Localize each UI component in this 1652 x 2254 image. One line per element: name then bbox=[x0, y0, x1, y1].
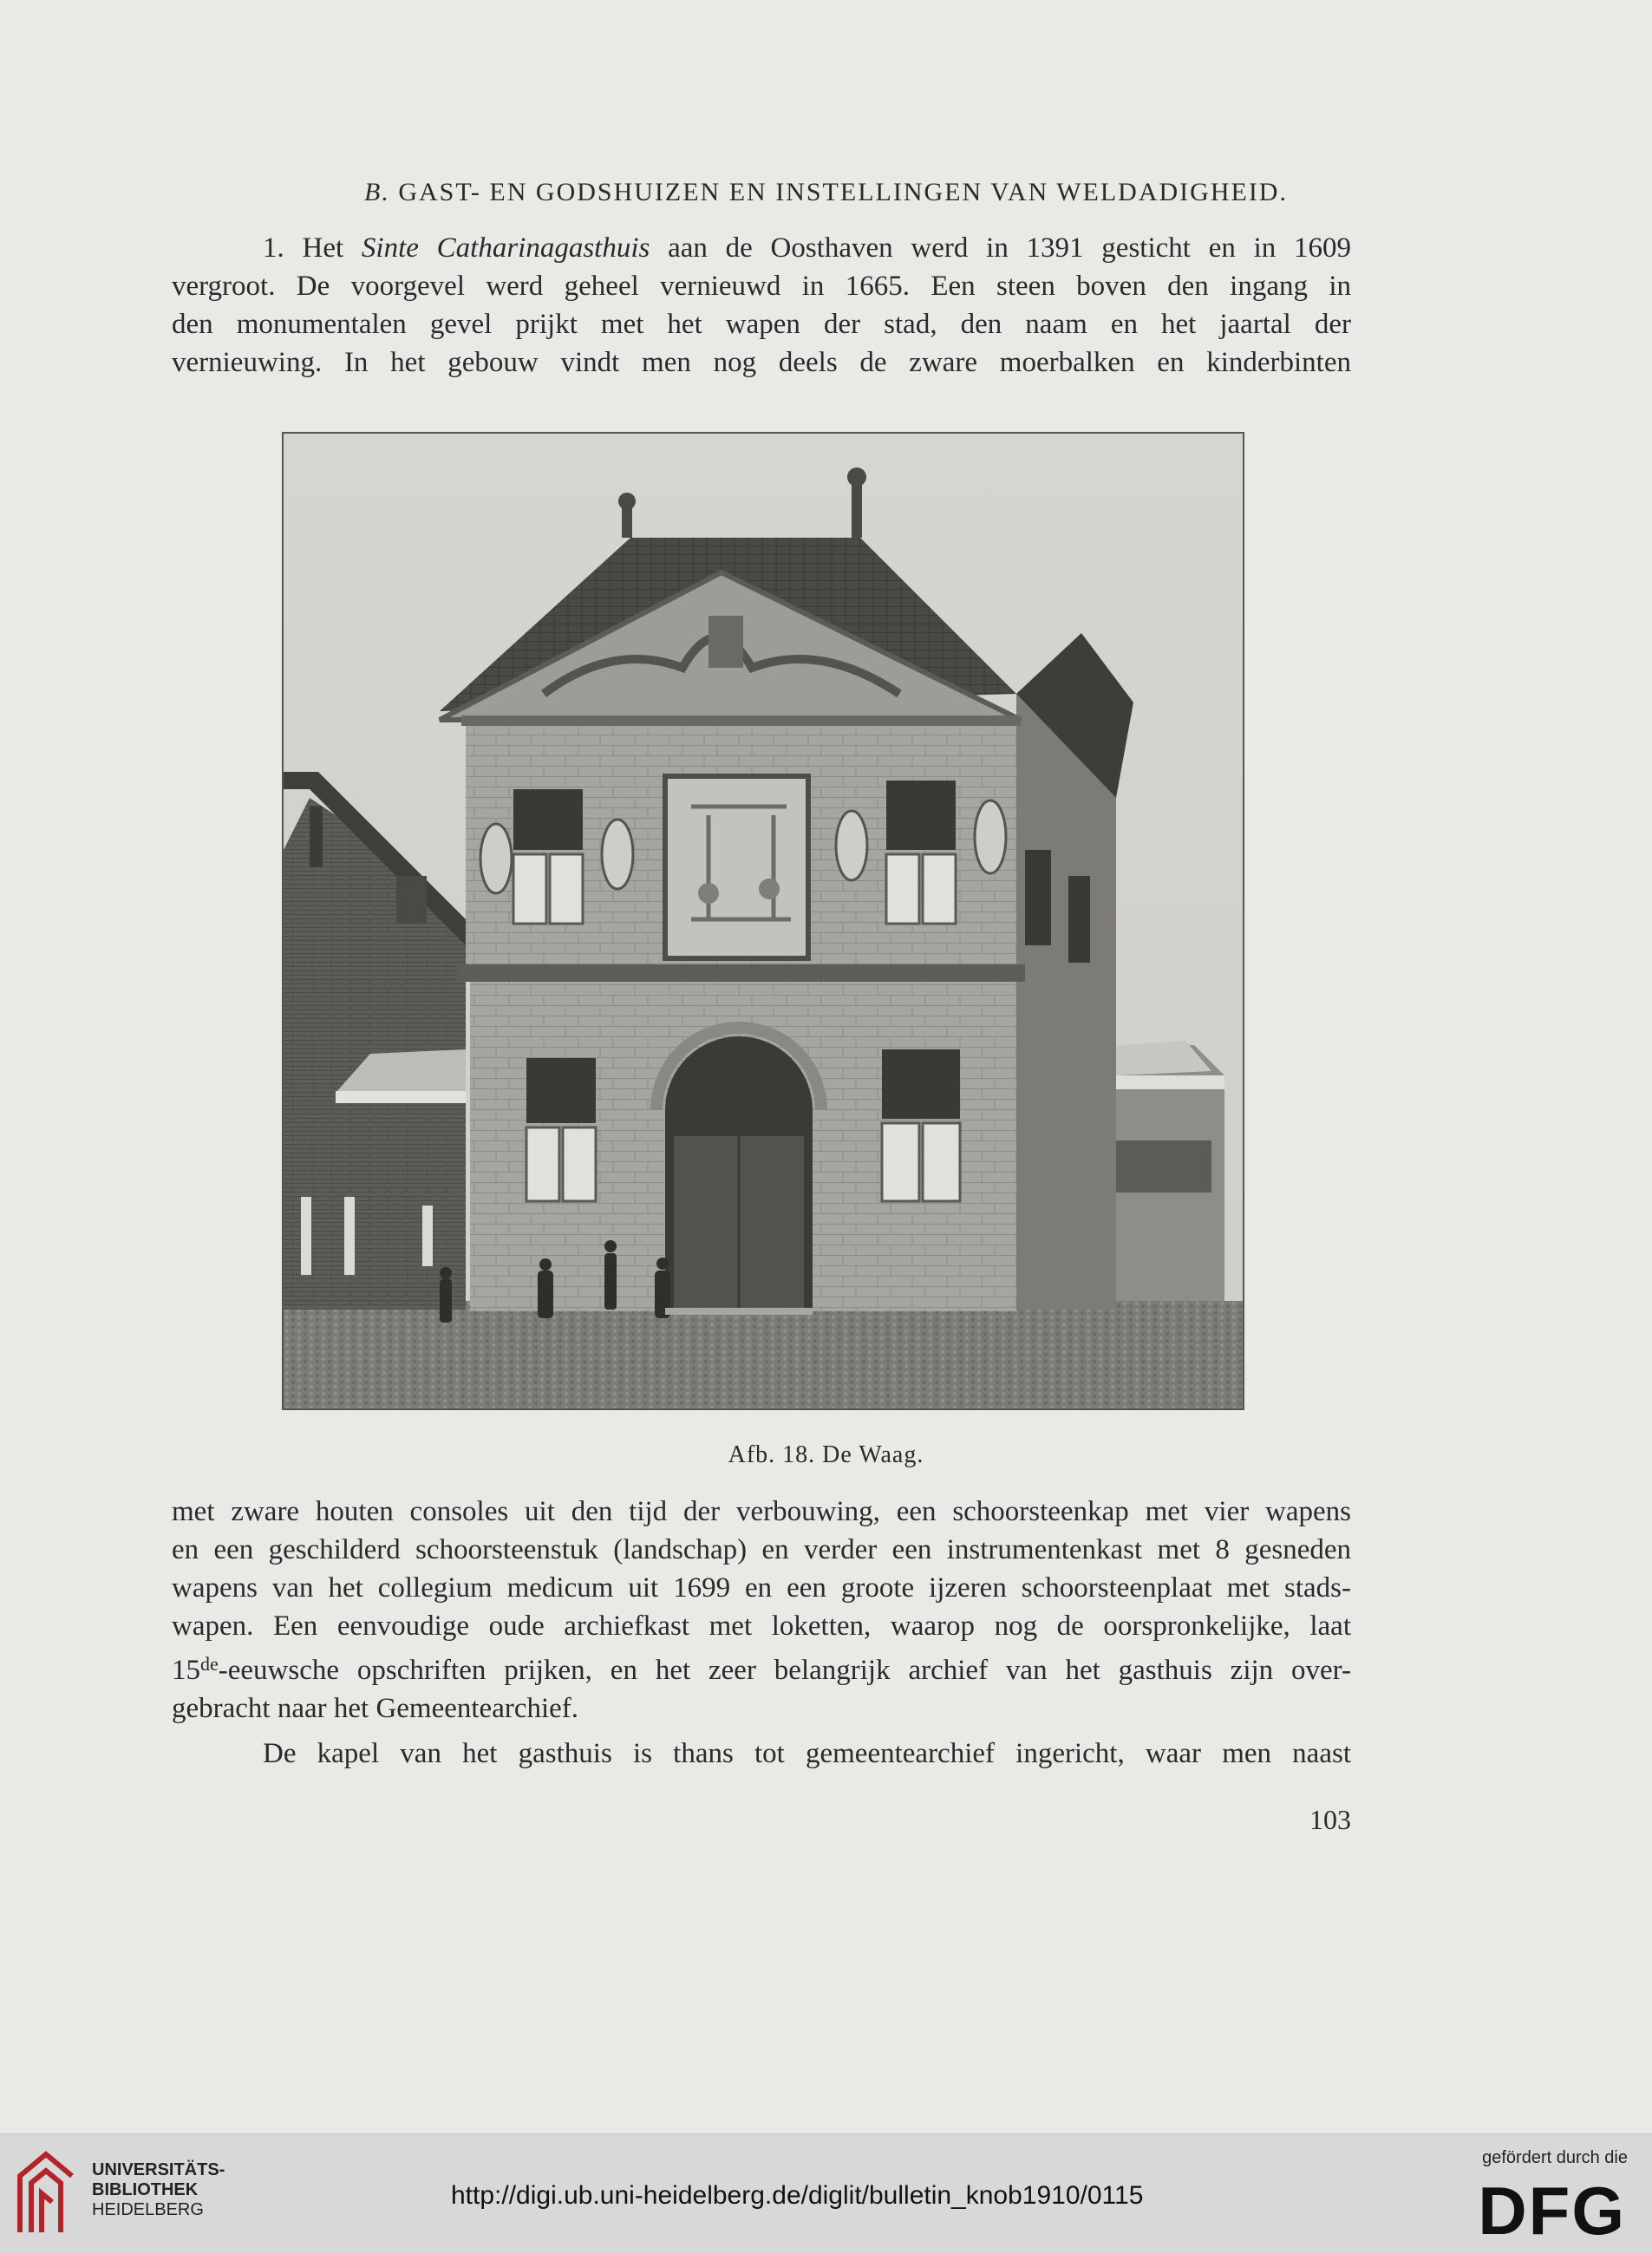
university-library-logo-icon bbox=[16, 2150, 76, 2237]
para1-rest: aan de Oosthaven werd in 1391 gesticht en in 1609 bbox=[668, 232, 1352, 264]
library-line-3: HEIDELBERG bbox=[92, 2200, 204, 2219]
institution-name: Sinte Catharinagasthuis bbox=[361, 232, 650, 264]
digitization-footer bbox=[0, 2133, 1652, 2254]
paragraph-2-line-2: en een geschilderd schoorsteenstuk (landschap) en verder een instrumentenkast met 8 gesneden bbox=[172, 1534, 1351, 1565]
paragraph-2-line-5 bbox=[172, 1645, 1351, 1689]
paragraph-1-line-2: vergroot. De voorgevel werd geheel vernieuwd in 1665. Een steen boven den ingang in bbox=[172, 271, 1351, 302]
section-title: GAST- EN GODSHUIZEN EN INSTELLINGEN VAN WELDADIGHEID. bbox=[398, 178, 1288, 206]
paragraph-2-line-5-rest: -eeuwsche opschriften prijken, en het zeer belangrijk archief van het gasthuis zijn over- bbox=[218, 1655, 1351, 1686]
paragraph-2 bbox=[172, 1493, 1351, 1728]
building-photo-illustration bbox=[284, 434, 1243, 1408]
paragraph-3 bbox=[172, 1735, 1351, 1773]
photo-de-waag bbox=[282, 432, 1244, 1410]
century-number: 15 bbox=[172, 1655, 200, 1686]
paragraph-2-line-3: wapens van het collegium medicum uit 1699 en een groote ijzeren schoorsteenplaat met stads- bbox=[172, 1572, 1351, 1604]
paragraph-2-line-4: wapen. Een eenvoudige oude archiefkast met loketten, waarop nog de oorspronkelijke, laat bbox=[172, 1610, 1351, 1642]
paragraph-1-line-3: den monumentalen gevel prijkt met het wapen der stad, den naam en het jaartal der bbox=[172, 309, 1351, 340]
century-suffix: de bbox=[200, 1653, 219, 1675]
figure-caption: Afb. 18. De Waag. bbox=[728, 1441, 924, 1468]
paragraph-1-line-4: vernieuwing. In het gebouw vindt men nog deels de zware moerbalken en kinderbinten bbox=[172, 347, 1351, 378]
paragraph-3-line-1: De kapel van het gasthuis is thans tot gemeentearchief ingericht, waar men naast bbox=[263, 1738, 1351, 1769]
permalink-url[interactable]: http://digi.ub.uni-heidelberg.de/diglit/bulletin_knob1910/0115 bbox=[451, 2181, 1144, 2210]
section-heading bbox=[0, 178, 1652, 207]
section-letter: B. bbox=[364, 178, 390, 206]
library-line-2: BIBLIOTHEK bbox=[92, 2180, 199, 2199]
library-name bbox=[92, 2160, 225, 2220]
para1-lead: 1. Het bbox=[263, 232, 344, 264]
paragraph-1 bbox=[172, 229, 1351, 382]
paragraph-2-line-1: met zware houten consoles uit den tijd der verbouwing, een schoorsteenkap met vier wapens bbox=[172, 1496, 1351, 1527]
library-line-1: UNIVERSITÄTS- bbox=[92, 2160, 225, 2179]
page-number: 103 bbox=[1309, 1804, 1351, 1835]
paragraph-2-line-6: gebracht naar het Gemeentearchief. bbox=[172, 1693, 579, 1724]
paragraph-1-line-1 bbox=[172, 229, 1351, 267]
funding-label: gefördert durch die bbox=[1482, 2148, 1628, 2167]
dfg-logo: DFG bbox=[1478, 2172, 1626, 2249]
